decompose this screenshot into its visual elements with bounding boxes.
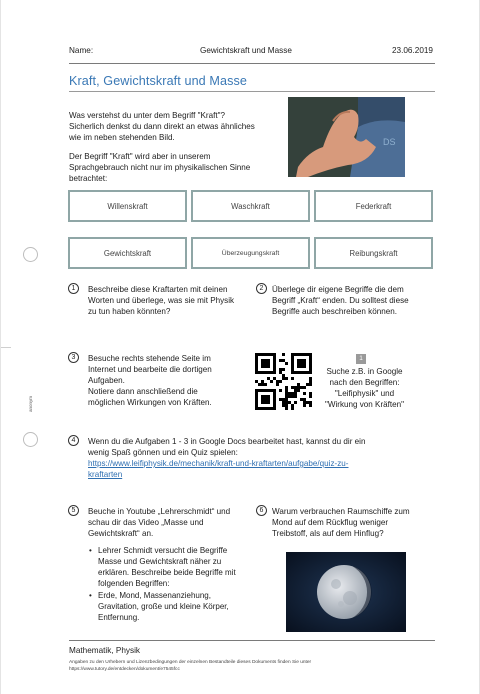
task-2-text: Überlege dir eigene Begriffe die dem Begriff „Kraft“ enden. Du solltest diese Begriffe auch beschreiben können. [272, 285, 409, 316]
task-3-text: Besuche rechts stehende Seite im Internet und bearbeite die dortigen Aufgaben. Notiere dann anschließend die möglichen Wirkungen von Kräften. [88, 354, 212, 407]
task-1-text: Beschreibe diese Kraftarten mit deinen Worten und überlege, was sie mit Physik zu tun haben könnten? [88, 285, 235, 316]
footer-subject: Mathematik, Physik [69, 646, 140, 655]
bullet-item: • Erde, Mond, Massenanziehung, Gravitation, große und kleine Körper, Entfernung. [89, 591, 229, 622]
punch-hole-bottom [23, 432, 38, 447]
quiz-link-continued[interactable]: kraftarten [88, 470, 123, 479]
header-rule [69, 63, 435, 64]
punch-hole-top [23, 247, 38, 262]
title-rule [69, 91, 435, 92]
word-box-waschkraft: Waschkraft [191, 190, 310, 222]
footer-legal-link[interactable]: https://www.tutory.de/entdecken/dokument/e7545fcc [69, 666, 180, 672]
task-5-bullets [88, 545, 258, 623]
task-4-text: Wenn du die Aufgaben 1 - 3 in Google Docs bearbeitet hast, kannst du dir ein wenig Spaß gönnen und ein Quiz spielen: https://www.leifiphysik.de/mechanik/kraft-und-kraftarten/aufgabe/quiz-zu- kraftarten [88, 436, 438, 480]
quiz-link[interactable]: https://www.leifiphysik.de/mechanik/kraft-und-kraftarten/aufgabe/quiz-zu- [88, 459, 349, 468]
word-box-ueberzeugungskraft: Überzeugungskraft [191, 237, 310, 269]
word-box-willenskraft: Willenskraft [68, 190, 187, 222]
task-number-1: 1 [68, 283, 79, 294]
task-number-6: 6 [256, 505, 267, 516]
word-box-federkraft: Federkraft [314, 190, 433, 222]
task-5-text: Beuche in Youtube „Lehrerschmidt“ und schau dir das Video „Masse und Gewichtskraft“ an. [88, 507, 231, 538]
svg-text:DS: DS [383, 137, 396, 147]
footer-rule [69, 640, 435, 641]
intro-text: Was verstehst du unter dem Begriff "Kraft"? Sicherlich denkst du dann direkt an etwas ähnliches wie im neben stehenden Bild. Der Begriff "Kraft" wird aber in unserem Sprachgebrauch nicht nur im physikalischen Sinne betrachtet: [69, 111, 255, 183]
bullet-item: • Lehrer Schmidt versucht die Begriffe Masse und Gewichtskraft näher zu erklären. Beschreibe beide Begriffe mit folgenden Begriffen: [89, 546, 236, 588]
task-3-hint: Suche z.B. in Google nach den Begriffen: "Leifiphysik" und "Wirkung von Kräften" [324, 367, 405, 409]
footer-legal: Angaben zu den Urhebern und Lizenzbedingungen der einzelnen Bestandteile dieses Dokuments finden Sie unter https://www.tutory.de/entdecken/dokument/e7545fcc [69, 660, 369, 673]
fold-mark [1, 347, 11, 348]
moon-photo [286, 552, 406, 632]
task-number-2: 2 [256, 283, 267, 294]
header-topic: Gewichtskraft und Masse [200, 46, 292, 55]
task-number-4: 4 [68, 435, 79, 446]
hint-badge: 1 [356, 354, 366, 364]
name-label: Name: [69, 46, 94, 55]
task-number-3: 3 [68, 352, 79, 363]
arm-photo [288, 97, 405, 177]
word-box-gewichtskraft: Gewichtskraft [68, 237, 187, 269]
header-date: 23.06.2019 [392, 46, 433, 55]
word-box-reibungskraft: Reibungskraft [314, 237, 433, 269]
page-title: Kraft, Gewichtskraft und Masse [69, 74, 247, 88]
qr-code[interactable] [255, 353, 312, 410]
side-label: anonym [28, 395, 33, 412]
task-number-5: 5 [68, 505, 79, 516]
task-6-text: Warum verbrauchen Raumschiffe zum Mond auf dem Rückflug weniger Treibstoff, als auf dem Hinflug? [272, 507, 410, 538]
